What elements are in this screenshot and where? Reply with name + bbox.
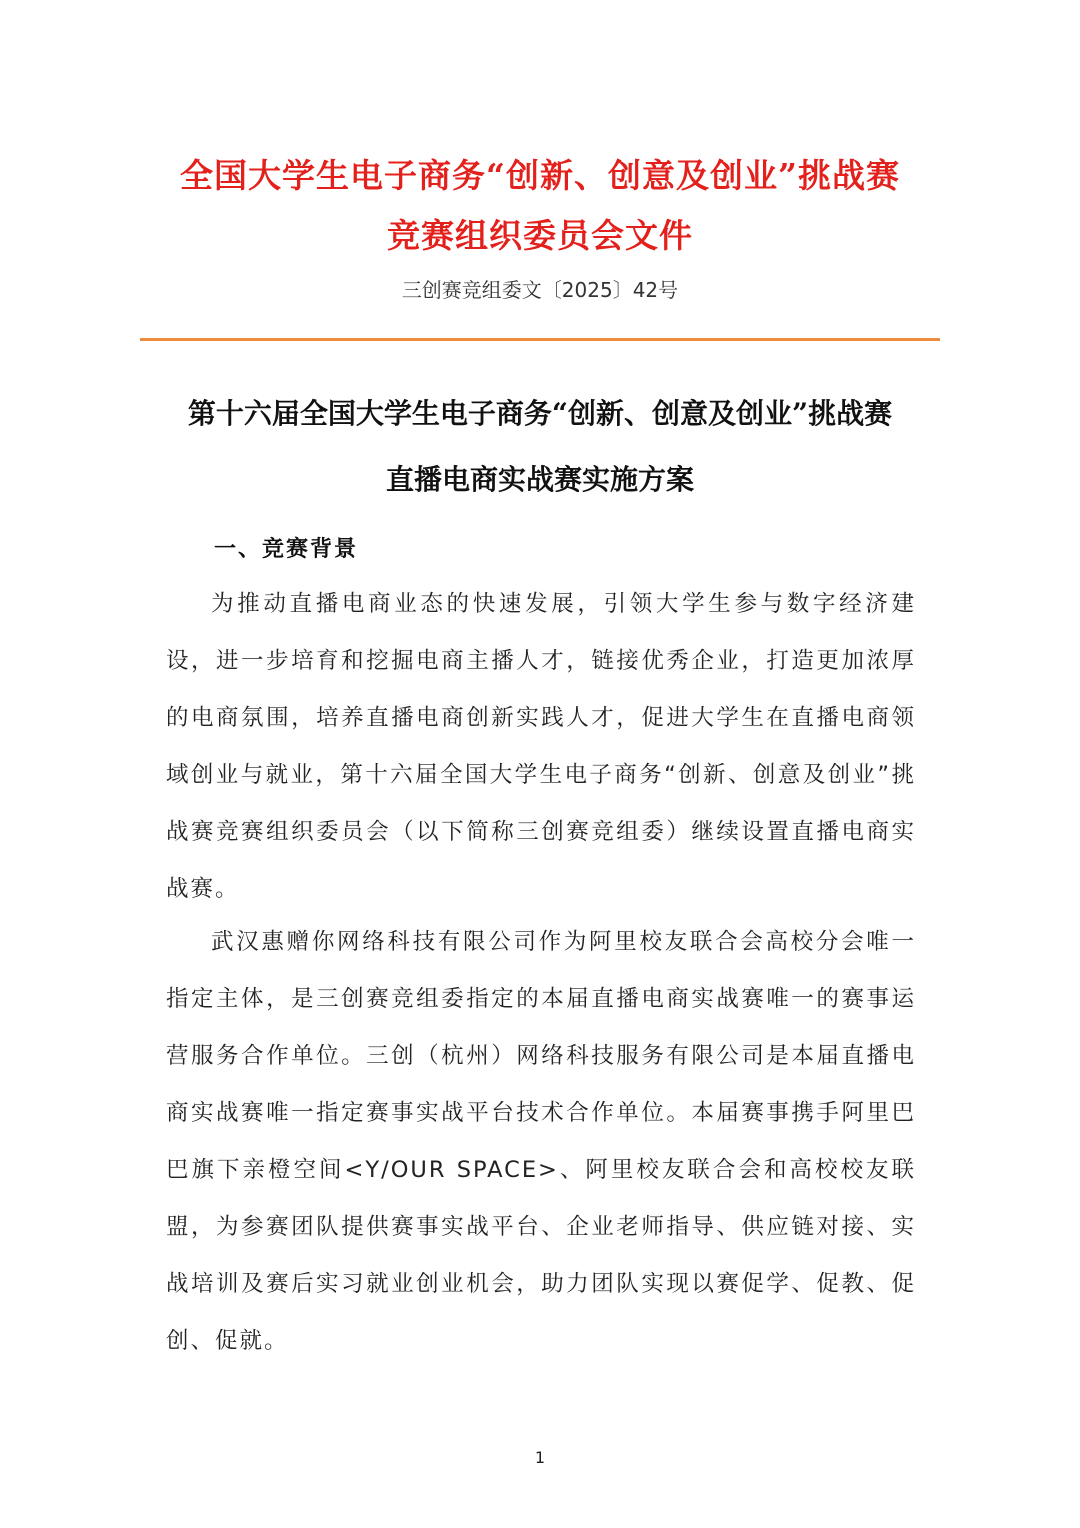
- main-title-line2: 直播电商实战赛实施方案: [385, 463, 694, 496]
- body-paragraph-2: 武汉惠赠你网络科技有限公司作为阿里校友联合会高校分会唯一指定主体，是三创赛竞组委指定的本届直播电商实战赛唯一的赛事运营服务合作单位。三创（杭州）网络科技服务有限公司是本届直播电商实战赛唯一指定赛事实战平台技术合作单位。本届赛事携手阿里巴巴旗下亲橙空间<Y/OUR SPACE>、阿里校友联合会和高校校友联盟，为参赛团队提供赛事实战平台、企业老师指导、供应链对接、实战培训及赛后实习就业创业机会，助力团队实现以赛促学、促教、促创、促就。: [166, 929, 916, 1354]
- issuer-title-line1: 全国大学生电子商务“创新、创意及创业”挑战赛: [180, 156, 900, 195]
- section-heading: 一、竞赛背景: [214, 537, 359, 562]
- page-number: 1: [534, 1448, 546, 1467]
- document-number: 三创赛竞组委文〔2025〕42号: [401, 278, 679, 302]
- main-title-line1: 第十六届全国大学生电子商务“创新、创意及创业”挑战赛: [187, 397, 893, 430]
- header-divider: [140, 338, 940, 341]
- issuer-title-line2: 竞赛组织委员会文件: [387, 216, 693, 255]
- body-paragraph-1: 为推动直播电商业态的快速发展，引领大学生参与数字经济建设，进一步培育和挖掘电商主播人才，链接优秀企业，打造更加浓厚的电商氛围，培养直播电商创新实践人才，促进大学生在直播电商领域创业与就业，第十六届全国大学生电子商务“创新、创意及创业”挑战赛竞赛组织委员会（以下简称三创赛竞组委）继续设置直播电商实战赛。: [166, 591, 916, 902]
